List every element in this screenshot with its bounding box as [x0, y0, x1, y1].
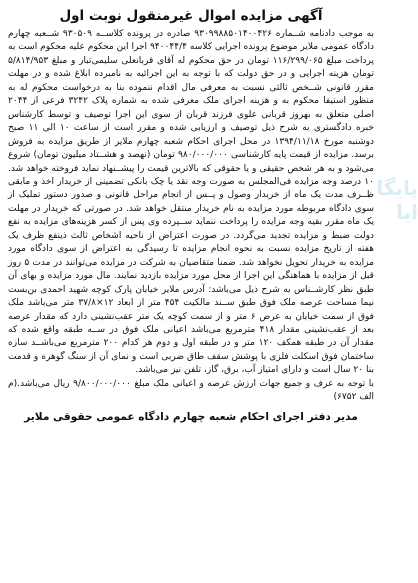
notice-footer: با توجه به عرف و جمیع جهات ارزش عرصه و اعیانی ملک مبلغ ۹/۸۰۰/۰۰۰/۰۰۰ ریال می‌باشد.(م الف ۶۷۵۲)	[8, 378, 374, 403]
watermark-line-1: پایگا	[376, 176, 418, 200]
notice-signature: مدیر دفتر اجرای احکام شعبه چهارم دادگاه عمومی حقوقی ملایر	[24, 410, 358, 423]
site-watermark	[360, 176, 418, 326]
auction-notice	[8, 6, 374, 577]
watermark-line-2: ایا	[396, 200, 418, 224]
notice-title: آگهی مزایده اموال غیرمنقول نوبت اول	[59, 8, 323, 24]
notice-body: به موجب دادنامه شــماره ۹۳۰۹۹۸۸۵۰۱۴۰۰۴۲۶ صادره در پرونده کلاســه ۹۳۰۵۰۹ شــعبه چهارم دادگاه عمومی ملایر موضوع پرونده اجرایی کلاسه ۹۴۰۰۴۴/۴ اجرا این محکوم علیه محکوم است به پرداخت مبلغ ۱۱۶/۲۹۹/۰۶۵ تومان در حق محکوم له آقای قربانعلی سلیمی‌تبار و مبلغ ۵/۸۱۴/۹۵۳ تومان هزینه اجرایی و در حق دولت که با توجه به این اجرائیه به نامبرده ابلاغ شده و در مهلت مقرر قانونی شــخص ثالثی نسبت به معرفی مال اقدام ننموده بنا به درخواست محکوم له به منظور استیفا محکوم به و هزینه اجرای ملک معرفی شده به شماره پلاک ۳۲۴۲ فرعی از ۲۰۴۴ اصلی متعلق به بهروز قربانی علوی فرزند قربان از سوی این اجرا توصیف و توسط کارشناس خبره دادگستری به شرح ذیل توصیف و ارزیابی شده و مقرر است از ساعت ۱۰ الی ۱۱ صبح دوشنبه مورخ ۱۳۹۴/۱۱/۱۸ در محل اجرای احکام شعبه چهارم ملایر از طریق مزایده به فروش برسد. مزایده از قیمت پایه کارشناسی ۹۸۰/۰۰۰/۰۰۰ تومان (نهصد و هشــتاد میلیون تومان) شروع می‌شود و به هر شخص حقیقی و یا حقوقی که بالاترین قیمت را پیشــنهاد نماید فروخته خواهد شد. ۱۰ درصد وجه مزایده فی‌المجلس به صورت وجه نقد یا چک بانکی تضمینی از خریدار اخذ و مابقی ظــرف مدت یک ماه از خریدار وصول و پــس از انجام مراحل قانونی و صدور دستور تملیک از سوی دادگاه مربوطه مورد مزایده به نام خریدار منتقل خواهد شد. در صورتی که خریدار در مهلت یک ماه مقرر بقیه وجه مزایده را پرداخت ننماید ســپرده وی پس از کسر هزینه‌های مزایده به نفع دولت ضبط و مزایده تجدید می‌گردد. در صورت اعتراض از ناحیه اشخاص ثالث ذینفع ظرف یک هفته از تاریخ مزایده نسبت به نحوه انجام مزایده تا رسیدگی به اعتراض از سوی دادگاه مورد مزایده به خریدار تحویل نخواهد شد. ضمنا متقاضیان به شرکت در مزایده می‌توانند در مدت ۵ روز قبل از مزایده با هماهنگی این اجرا از محل مورد مزایده بازدید نمایند. مال مورد مزایده و بهای آن طبق نظر کارشــناس به شرح ذیل می‌باشد: آدرس ملایر خیابان پارک کوچه شهید احمدی بن‌بست نیما مساحت عرصه ملک فوق طبق ســند مالکیت ۴۵۴ متر از ابعاد ۱۲×۳۷/۸ متر می‌باشد ملک فوق از سمت خیابان به عرض ۶ متر و از سمت کوچه یک متر عقب‌نشینی دارد که مقدار عرصه بعد از عقب‌نشینی مقدار ۴۱۸ مترمربع می‌باشد اعیانی ملک فوق در ســه طبقه واقع شده که مقدار آن در طبقه همکف ۱۲۰ متر و در طبقه اول و دوم هر کدام ۲۰۰ مترمربع می‌باشــد سازه ساختمان فوق اسکلت فلزی با پوشش سقف طاق ضربی است و نمای آن از سنگ گوهره و قدمت بنا ۲۰ سال است و دارای امتیاز آب، برق، گاز، تلفن نیز می‌باشد.	[8, 29, 375, 376]
